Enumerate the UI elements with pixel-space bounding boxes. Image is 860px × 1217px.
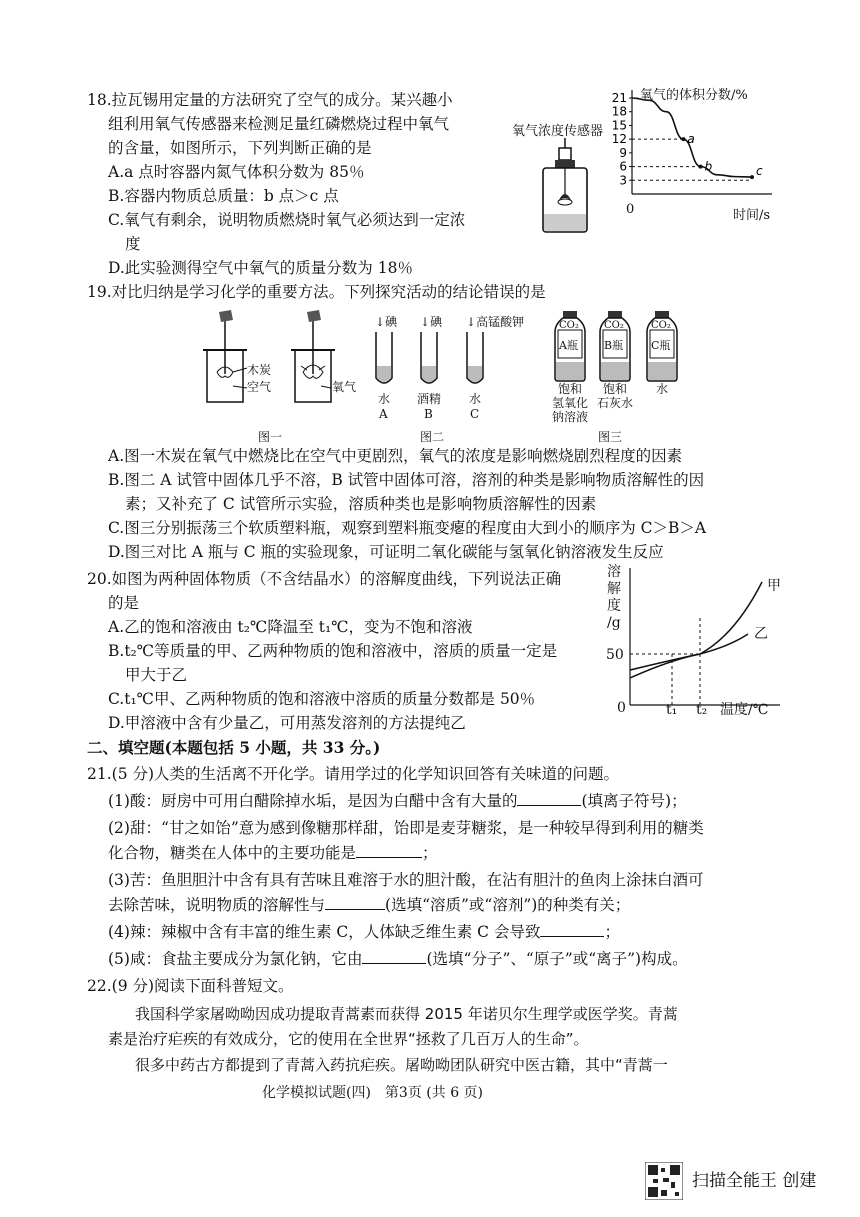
q22-stem: 22.(9 分)阅读下面科普短文。 (87, 977, 294, 995)
q20-option-b-cont: 甲大于乙 (125, 666, 188, 684)
bottle-liquid-2-0: 水 (656, 382, 669, 396)
q22-text-line-3: 很多中药古方都提到了青蒿入药抗疟疾。屠呦呦团队研究中医古籍，其中“青蒿一 (135, 1056, 668, 1074)
q20-stem-line-1: 20.如图为两种固体物质（不含结晶水）的溶解度曲线，下列说法正确 (87, 570, 562, 588)
q20-stem-line-2: 的是 (108, 594, 140, 612)
bottle-gas-0: CO₂ (559, 320, 579, 331)
q18-point-b (699, 165, 703, 169)
q21-blank-4[interactable] (540, 922, 604, 937)
q21-part-3a: (3)苦：鱼胆胆汁中含有具有苦味且难溶于水的胆汁酸，在沾有胆汁的鱼肉上涂抹白酒可 (108, 871, 704, 889)
q18-option-d: D.此实验测得空气中氧气的质量分数为 18％ (108, 259, 413, 277)
q21-part-5: (5)咸：食盐主要成分为氯化钠，它由 (选填“分子”、“原子”或“离子”)构成。 (108, 950, 688, 968)
q19-option-b-cont: 素；又补充了 C 试管所示实验，溶质种类也是影响物质溶解性的因素 (125, 495, 597, 513)
q20-option-c: C.t₁℃甲、乙两种物质的饱和溶液中溶质的质量分数都是 50％ (108, 690, 536, 708)
q18-stem-line-3: 的含量，如图所示，下列判断正确的是 (108, 139, 372, 157)
fig1-oxygen-label: 氧气 (332, 380, 357, 394)
fig2-caption: 图二 (420, 430, 445, 444)
page-footer: 化学模拟试题(四) 第3页 (共 6 页) (262, 1085, 484, 1101)
q18-ytick: 9 (619, 145, 627, 160)
q20-option-a: A.乙的饱和溶液由 t₂℃降温至 t₁℃，变为不饱和溶液 (108, 618, 473, 636)
fig2-solvent-1: 酒精 (417, 392, 442, 406)
q21-blank-2[interactable] (356, 843, 422, 858)
test-tube-0 (373, 332, 395, 388)
q20-option-b: B.t₂℃等质量的甲、乙两种物质的饱和溶液中，溶质的质量一定是 (108, 642, 558, 660)
q21-stem: 21.(5 分)人类的生活离不开化学。请用学过的化学知识回答有关味道的问题。 (87, 765, 620, 783)
q20-origin: 0 (617, 700, 626, 716)
bottle-gas-2: CO₂ (651, 320, 671, 331)
fig3-caption: 图三 (598, 430, 623, 444)
q18-ytick: 18 (612, 104, 627, 119)
q18-point-c (750, 175, 754, 179)
q21-blank-3[interactable] (325, 895, 385, 910)
q21-part-2b: 化合物，糖类在人体中的主要功能是 ； (108, 844, 438, 862)
q18-ytick: 6 (619, 159, 627, 174)
q18-ylabel: 氧气的体积分数/% (640, 88, 748, 103)
q21-part-1: (1)酸：厨房中可用白醋除掉水垢，是因为白醋中含有大量的 (填离子符号)； (108, 792, 687, 810)
section-2-title: 二、填空题(本题包括 5 小题，共 33 分。) (87, 738, 381, 757)
q18-stem-line-2: 组利用氧气传感器来检测足量红磷燃烧过程中氧气 (108, 115, 450, 133)
bottle-liquid-1-0: 饱和 (603, 382, 628, 396)
q18-stem-line-1: 18.拉瓦锡用定量的方法研究了空气的成分。某兴趣小 (87, 91, 453, 109)
q20-xtick-t2: t₂ (696, 702, 708, 718)
q19-option-b: B.图二 A 试管中固体几乎不溶，B 试管中固体可溶，溶剂的种类是影响物质溶解性的因 (108, 471, 705, 489)
fig2-letter-1: B (424, 407, 433, 421)
q18-ytick: 15 (612, 118, 627, 133)
series-label-yi: 乙 (754, 626, 768, 642)
q20-option-d: D.甲溶液中含有少量乙，可用蒸发溶剂的方法提纯乙 (108, 714, 466, 732)
q19-option-c: C.图三分别振荡三个软质塑料瓶，观察到塑料瓶变瘪的程度由大到小的顺序为 C＞B＞A (108, 519, 707, 537)
q18-point-label: b (704, 159, 713, 174)
q20-ytick-50: 50 (606, 647, 624, 663)
series-label-jia: 甲 (767, 578, 781, 594)
fig1-caption: 图一 (258, 430, 283, 444)
q20-xlabel: 温度/℃ (720, 702, 769, 718)
bottle-liquid-1-1: 石灰水 (597, 396, 634, 410)
fig2-reagent-0: ↓碘 (375, 315, 398, 329)
bottle-liquid-0-1: 氢氧化 (552, 396, 589, 410)
q21-part-4: (4)辣：辣椒中含有丰富的维生素 C，人体缺乏维生素 C 会导致 ； (108, 923, 620, 941)
qr-code-icon (645, 1162, 683, 1200)
q19-option-d: D.图三对比 A 瓶与 C 瓶的实验现象，可证明二氧化碳能与氢氧化钠溶液发生反应 (108, 543, 664, 561)
q22-text-line-2: 素是治疗疟疾的有效成分，它的使用在全世界“拯救了几百万人的生命”。 (108, 1030, 589, 1048)
q21-part-2a: (2)甜：“甘之如饴”意为感到像糖那样甜，饴即是麦芽糖浆，是一种较早得到利用的糖类 (108, 819, 704, 837)
q18-point-label: c (756, 164, 763, 179)
fig2-reagent-1: ↓碘 (420, 315, 443, 329)
q21-part-3b: 去除苦味，说明物质的溶解性与 (选填“溶质”或“溶剂”)的种类有关； (108, 896, 631, 914)
q18-option-c: C.氧气有剩余，说明物质燃烧时氧气必须达到一定浓 (108, 211, 466, 229)
fig1-carbon-label: 木炭 (247, 363, 272, 377)
bottle-gas-1: CO₂ (604, 320, 624, 331)
q18-point-a (681, 137, 685, 141)
q19-option-a: A.图一木炭在氧气中燃烧比在空气中更剧烈，氧气的浓度是影响燃烧剧烈程度的因素 (108, 447, 683, 465)
fig2-letter-2: C (470, 407, 480, 421)
red-phosphorus-bottle (535, 138, 595, 238)
fig2-solvent-2: 水 (469, 392, 482, 406)
fig1-air-label: 空气 (247, 380, 272, 394)
q20-xtick-t1: t₁ (666, 702, 678, 718)
q18-ytick: 3 (619, 173, 627, 188)
test-tube-1 (418, 332, 440, 388)
bottle-name-1: B瓶 (604, 339, 624, 352)
q18-ytick: 21 (612, 91, 627, 105)
bottle-liquid-0-2: 钠溶液 (552, 410, 589, 424)
fig2-solvent-0: 水 (378, 392, 391, 406)
q18-ytick: 12 (612, 132, 627, 147)
q22-text-line-1: 我国科学家屠呦呦因成功提取青蒿素而获得 2015 年诺贝尔生理学或医学奖。青蒿 (135, 1005, 678, 1023)
curve-jia (630, 582, 762, 678)
q18-point-label: a (687, 132, 695, 147)
bottle-liquid-0-0: 饱和 (558, 382, 583, 396)
bottle-name-2: C瓶 (651, 339, 671, 352)
q18-option-a: A.a 点时容器内氮气体积分数为 85％ (108, 163, 365, 181)
sensor-label: 氧气浓度传感器 (512, 124, 604, 139)
fig2-reagent-2: ↓高锰酸钾 (466, 315, 525, 329)
test-tube-2 (464, 332, 486, 388)
q19-figure-1 (195, 310, 365, 422)
q18-xlabel: 时间/s (733, 208, 771, 223)
q19-stem: 19.对比归纳是学习化学的重要方法。下列探究活动的结论错误的是 (87, 283, 546, 301)
q18-origin: 0 (626, 202, 635, 217)
bottle-name-0: A瓶 (559, 339, 578, 352)
q21-blank-5[interactable] (362, 949, 426, 964)
curve-yi (630, 634, 748, 670)
fig2-letter-0: A (379, 407, 388, 421)
q18-option-c-cont: 度 (125, 235, 141, 253)
q20-ylabel: 溶 解 度 /g (607, 564, 621, 631)
watermark-text: 扫描全能王 创建 (692, 1171, 817, 1191)
q21-blank-1[interactable] (517, 791, 581, 806)
q18-option-b: B.容器内物质总质量：b 点＞c 点 (108, 187, 339, 205)
